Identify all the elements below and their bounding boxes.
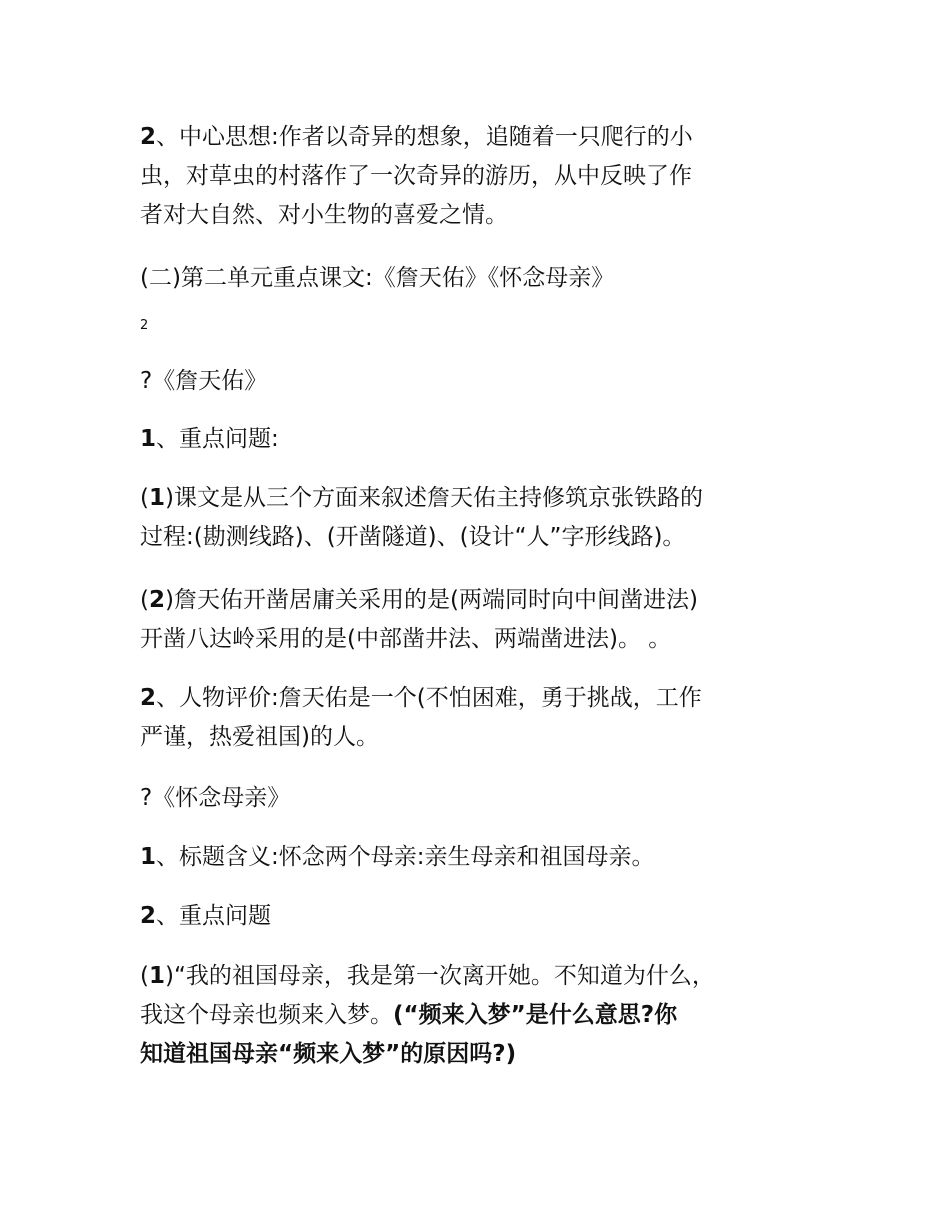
text-line: ?《詹天佑》 bbox=[140, 368, 268, 394]
heading-key-questions bbox=[140, 420, 840, 459]
item-number: 2 bbox=[148, 587, 165, 613]
item-number: 1 bbox=[140, 844, 157, 870]
item-number: 2 bbox=[140, 124, 157, 150]
text-line: 开凿八达岭采用的是(中部凿井法、两端凿进法)。 。 bbox=[140, 626, 672, 652]
text-line: 严谨，热爱祖国)的人。 bbox=[140, 724, 379, 750]
page-number: 2 bbox=[140, 318, 149, 333]
text-line: 、标题含义:怀念两个母亲:亲生母亲和祖国母亲。 bbox=[156, 844, 655, 870]
question-mother-dream: (1)“我的祖国母亲，我是第一次离开她。不知道为什么， 我这个母亲也频来入梦。(“频来入梦”是什么意思?你 知道祖国母亲“频来入梦”的原因吗?) bbox=[140, 963, 715, 1067]
item-number: 1 bbox=[148, 485, 165, 511]
text-line: ?《怀念母亲》 bbox=[140, 785, 291, 811]
text-line: 、重点问题: bbox=[156, 426, 279, 452]
text-line: 、人物评价:詹天佑是一个(不怕困难，勇于挑战，工作 bbox=[156, 685, 702, 711]
text-line: 我这个母亲也频来入梦。 bbox=[140, 1002, 393, 1028]
item-number: 2 bbox=[140, 903, 157, 929]
text-line: 、中心思想:作者以奇异的想象，追随着一只爬行的小 bbox=[156, 124, 693, 150]
paragraph-central-idea bbox=[140, 118, 840, 235]
text-line: 过程:(勘测线路)、(开凿隧道)、(设计“人”字形线路)。 bbox=[140, 524, 686, 550]
item-number: 1 bbox=[148, 963, 165, 989]
text-line-bold: 知道祖国母亲“频来入梦”的原因吗?) bbox=[140, 1041, 517, 1067]
section-heading-unit-two bbox=[140, 259, 840, 298]
item-number: 2 bbox=[140, 685, 157, 711]
text-line: )课文是从三个方面来叙述詹天佑主持修筑京张铁路的 bbox=[165, 485, 703, 511]
heading-key-questions-2 bbox=[140, 897, 840, 936]
text-line: (二)第二单元重点课文:《詹天佑》《怀念母亲》 bbox=[140, 265, 615, 291]
question-1: (1)课文是从三个方面来叙述詹天佑主持修筑京张铁路的 过程:(勘测线路)、(开凿隧道)、(设计“人”字形线路)。 bbox=[140, 479, 840, 557]
text-line: 、重点问题 bbox=[156, 903, 272, 929]
character-evaluation bbox=[140, 679, 840, 757]
text-line: )“我的祖国母亲，我是第一次离开她。不知道为什么， bbox=[165, 963, 715, 989]
text-line: )詹天佑开凿居庸关采用的是(两端同时向中间凿进法) bbox=[165, 587, 698, 613]
question-2: (2)詹天佑开凿居庸关采用的是(两端同时向中间凿进法) 开凿八达岭采用的是(中部凿井法、两端凿进法)。 。 bbox=[140, 581, 840, 659]
lesson-title-huainian-muqin bbox=[140, 779, 840, 818]
lesson-title-zhan-tianyou bbox=[140, 362, 840, 401]
title-meaning bbox=[140, 838, 840, 877]
item-number: 1 bbox=[140, 426, 157, 452]
text-line: 虫，对草虫的村落作了一次奇异的游历，从中反映了作 bbox=[140, 163, 692, 189]
text-line: 者对大自然、对小生物的喜爱之情。 bbox=[140, 202, 508, 228]
text-line-bold: (“频来入梦”是什么意思?你 bbox=[393, 1002, 678, 1028]
